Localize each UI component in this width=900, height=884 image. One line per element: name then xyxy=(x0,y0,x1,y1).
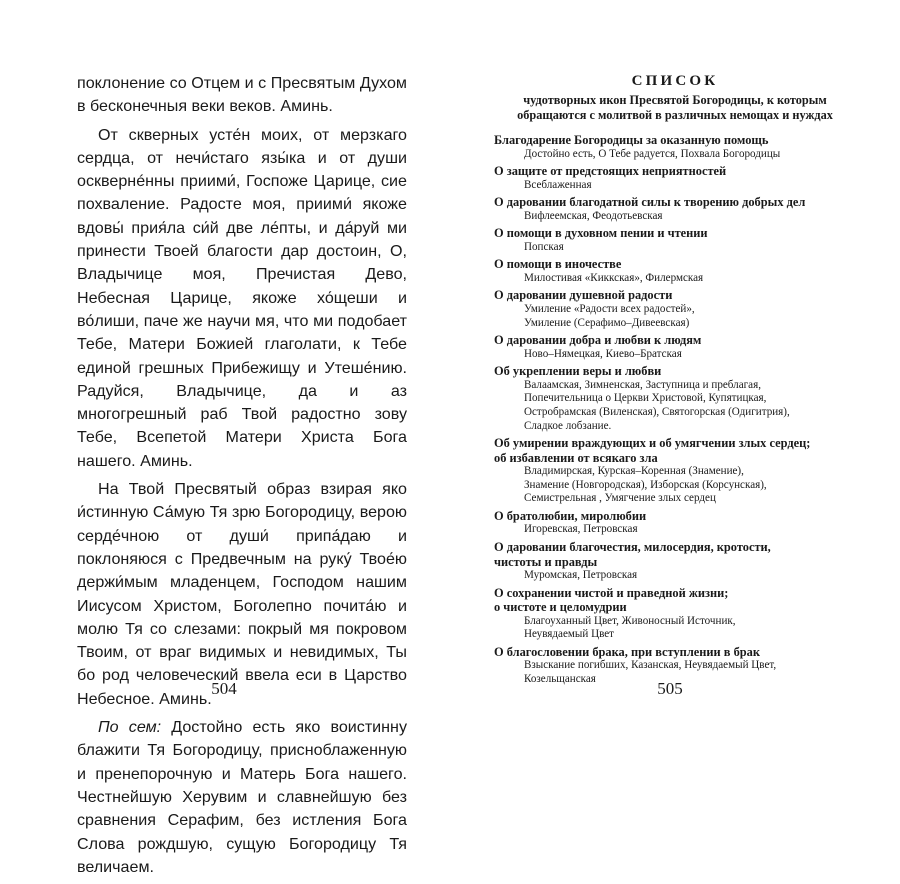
icon-names-line: Муромская, Петровская xyxy=(524,569,638,581)
icon-names-line: Игоревская, Петровская xyxy=(524,523,638,536)
list-section xyxy=(494,436,856,506)
icon-names-line: Попечительница о Церкви Христовой, Купятицкая, xyxy=(524,392,767,405)
icon-names-line: Милостивая «Киккская», Филермская xyxy=(524,271,704,284)
paragraph-4-text: Достойно есть яко воистинну блажити Тя Богородицу, присноблаженную и пренепорочную и Матерь Бога нашего. Честнейшую Херувим и славнейшую без сравнения Серафим, без истления Бога Слова рождшую, сущую Богородицу Тя величаем. xyxy=(77,718,407,876)
list-section xyxy=(494,257,856,285)
paragraph-3: На Твой Пресвятый образ взирая яко и́стинную Са́мую Тя зрю Богородицу, верою серде́чною от души́ припа́даю и поклоняюся с Предвечным на руку́ Твое́ю держи́мым младенцем, Господом нашим Иисусом Христом, Боголепно почита́ю и молю Тя со слезами: покрый мя покровом Твоим, от враг видимых и невидимых, Ты бо род человеческий ввела еси в Царство Небесное. Аминь. xyxy=(77,480,407,708)
section-heading: О защите от предстоящих неприятностей xyxy=(494,164,727,179)
section-heading: О благословении брака, при вступлении в брак xyxy=(494,644,760,659)
icon-names-line: Валаамская, Зимненская, Заступница и преблагая, xyxy=(524,378,761,391)
list-section xyxy=(494,540,856,583)
section-heading: Об умирении враждующих и об умягчении злых сердец; xyxy=(494,436,811,451)
section-heading: О помощи в духовном пении и чтении xyxy=(494,226,708,241)
list-section xyxy=(494,195,856,223)
section-heading: об избавлении от всякаго зла xyxy=(494,450,658,465)
page-number-left: 504 xyxy=(211,679,237,698)
left-page-text xyxy=(77,72,407,884)
list-section xyxy=(494,364,856,433)
section-heading: Благодарение Богородицы за оказанную помощь xyxy=(494,133,769,147)
section-heading: О братолюбии, миролюбии xyxy=(494,508,647,523)
icon-names-line: Семистрельная , Умягчение злых сердец xyxy=(524,492,716,505)
icon-names-line: Остробрамская (Виленская), Святогорская (Одигитрия), xyxy=(524,405,790,418)
icon-names-line: Достойно есть, О Тебе радуется, Похвала Богородицы xyxy=(524,147,781,160)
section-heading: Об укреплении веры и любви xyxy=(494,364,662,379)
icon-names-line: Умиление «Радости всех радостей», xyxy=(524,302,695,315)
section-heading: О даровании благодатной силы к творению добрых дел xyxy=(494,195,806,210)
icon-names-line: Попская xyxy=(524,240,564,253)
list-section xyxy=(494,509,856,537)
list-section xyxy=(494,226,856,254)
icon-names-line: Вифлеемская, Феодотьевская xyxy=(524,209,663,222)
icon-names-line: Владимирская, Курская–Коренная (Знамение), xyxy=(524,465,744,478)
list-section xyxy=(494,164,856,192)
icon-names-line: Благоуханный Цвет, Живоносный Источник, xyxy=(524,614,736,627)
icon-names-line: Сладкое лобзание. xyxy=(524,419,612,432)
icon-names-line: Взыскание погибших, Казанская, Неувядаемый Цвет, xyxy=(524,659,777,672)
list-section xyxy=(494,333,856,361)
section-heading: О помощи в иночестве xyxy=(494,257,622,272)
right-page-list xyxy=(494,72,856,689)
section-heading: чистоты и правды xyxy=(494,554,598,569)
icon-names-line: Ново–Нямецкая, Киево–Братская xyxy=(524,347,682,360)
list-subtitle xyxy=(494,93,856,123)
icon-list xyxy=(494,133,856,686)
subtitle-line-1: чудотворных икон Пресвятой Богородицы, к которым xyxy=(523,93,827,107)
page-number-right: 505 xyxy=(657,679,683,698)
list-section xyxy=(494,288,856,330)
section-heading: О даровании душевной радости xyxy=(494,288,673,303)
po-sem-label: По сем: xyxy=(98,718,162,737)
icon-names-line: Умиление (Серафимо–Дивеевская) xyxy=(524,316,690,329)
section-heading: О сохранении чистой и праведной жизни; xyxy=(494,585,729,600)
list-title: СПИСОК xyxy=(631,73,719,89)
icon-names-line: Козельщанская xyxy=(524,672,596,685)
section-heading: О даровании благочестия, милосердия, кротости, xyxy=(494,540,771,554)
icon-names-line: Знамение (Новгородская), Изборская (Корсунская), xyxy=(524,478,767,491)
section-heading: о чистоте и целомудрии xyxy=(494,600,627,615)
list-section xyxy=(494,133,856,161)
list-section xyxy=(494,586,856,642)
subtitle-line-2: обращаются с молитвой в различных немощах и нуждах xyxy=(517,108,833,122)
icon-names-line: Неувядаемый Цвет xyxy=(524,628,615,641)
paragraph-2: От скверных усте́н моих, от мерзкаго сердца, от нечи́стаго язы́ка и от души осквернéнны приими́, Госпоже Царице, сие похваление. Радосте моя, приими́ якоже вдовы́ прия́ла си́й две ле́пты, и да́руй ми принести Твоей благости дар достоин, О, Владычице моя, Пречистая Дево, Небесная Царице, якоже хо́щеши и во́лиши, паче же научи мя, что ми подобает Тебе, Матери Божией глаголати, к Тебе единой грешных Прибежищу и Утеше́нию. Радуйся, Владычице, да и аз многогрешный раб Твой радостно зову Тебе, Всепетой Матери Христа Бога нашего. Аминь. xyxy=(77,125,407,470)
paragraph-4 xyxy=(77,716,407,879)
section-heading: О даровании добра и любви к людям xyxy=(494,333,702,348)
paragraph-1: поклонение со Отцем и с Пресвятым Духом в бесконечныя веки веков. Аминь. xyxy=(77,74,407,116)
icon-names-line: Всеблаженная xyxy=(524,178,592,191)
